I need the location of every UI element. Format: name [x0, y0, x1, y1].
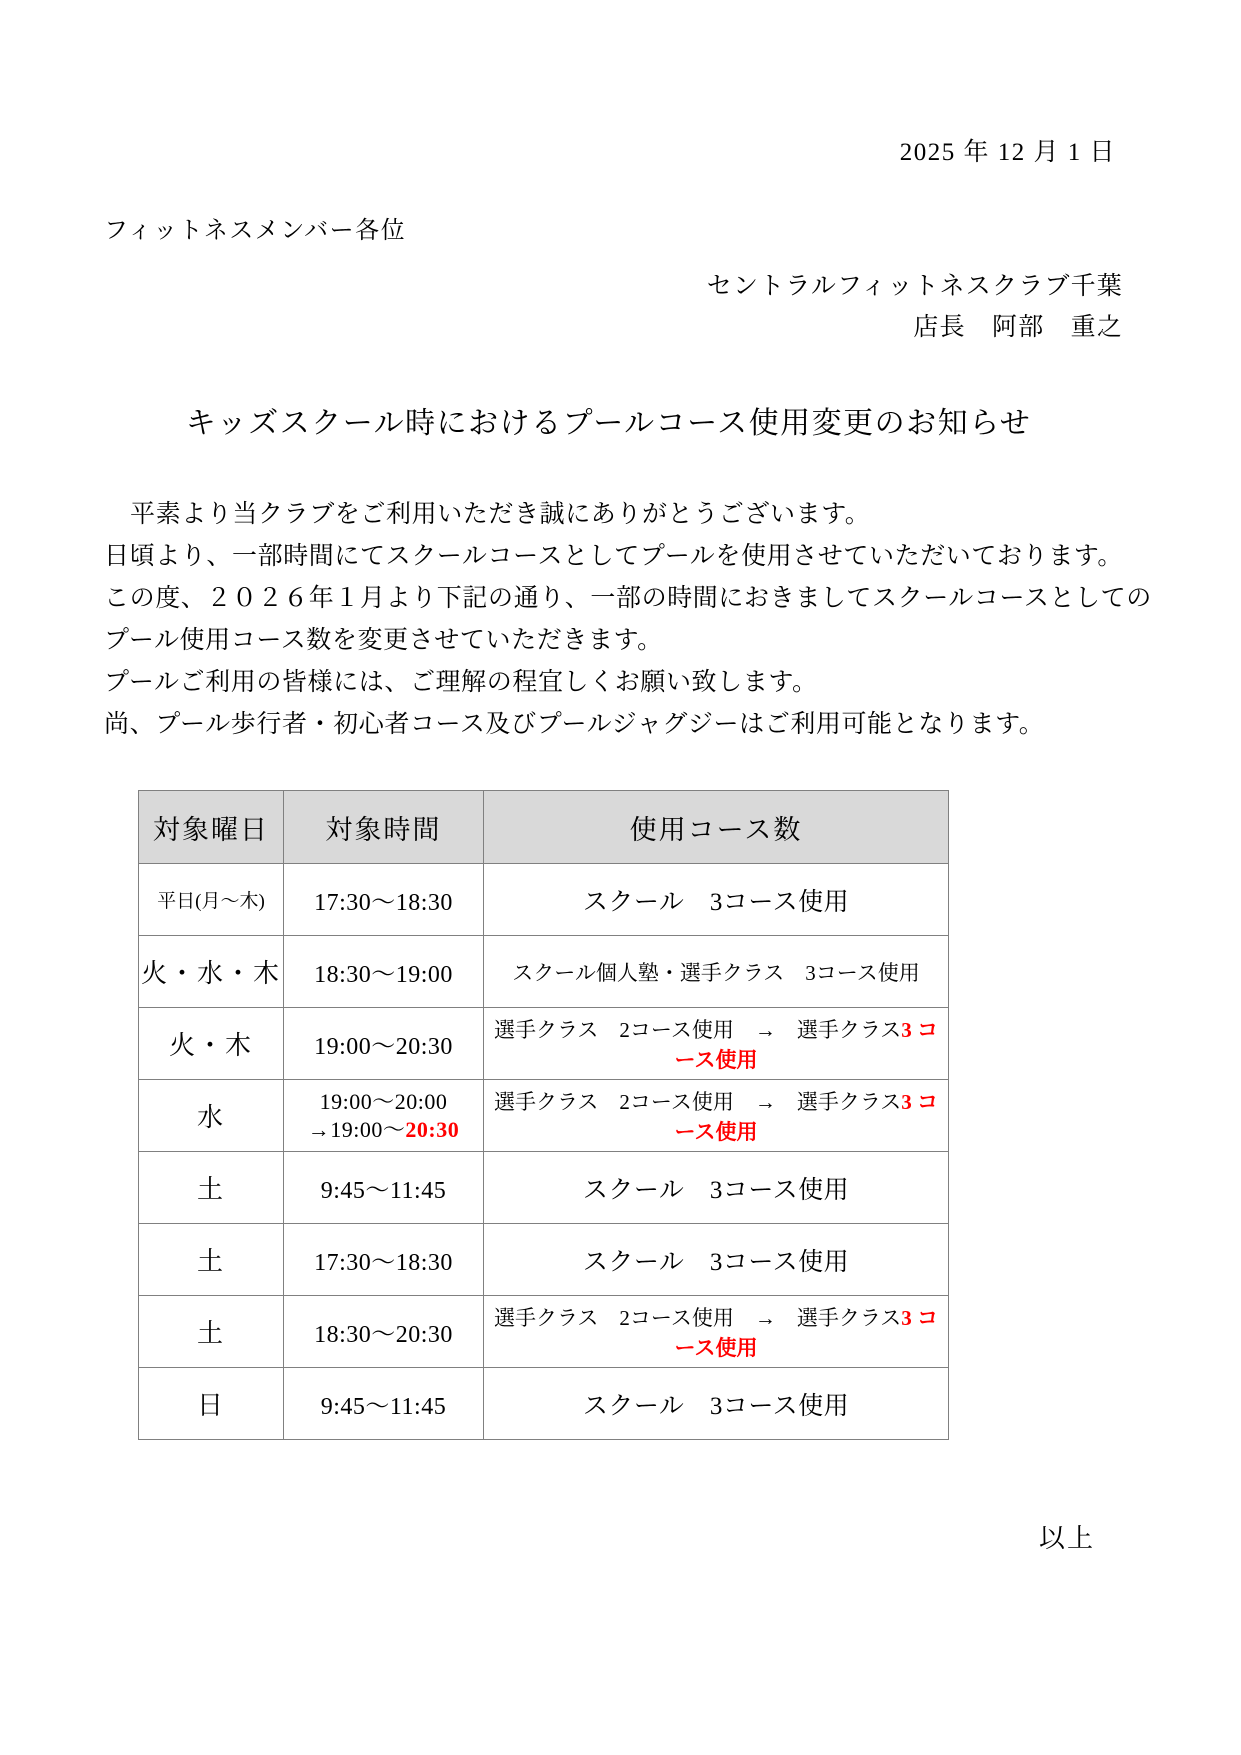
- time-original: 19:00〜20:00: [319, 1089, 448, 1114]
- cell-day: 水: [139, 1080, 284, 1152]
- usage-after-highlight: 3 コース使用: [674, 1017, 938, 1072]
- cell-day: 火・水・木: [139, 936, 284, 1008]
- usage-after-highlight: 3 コース使用: [674, 1089, 938, 1144]
- cell-day: 日: [139, 1368, 284, 1440]
- body-line-3: この度、２０２６年１月より下記の通り、一部の時間におきましてスクールコースとしての: [104, 585, 1152, 612]
- table-row: [139, 1296, 949, 1368]
- cell-time: 9:45〜11:45: [284, 1368, 484, 1440]
- table-row: [139, 1008, 949, 1080]
- table-header: [139, 791, 949, 864]
- cell-usage: [484, 1080, 949, 1152]
- table-header-row: [139, 791, 949, 864]
- body-line-2: 日頃より、一部時間にてスクールコースとしてプールを使用させていただいております。: [104, 543, 1124, 570]
- cell-day: 平日(月〜木): [139, 864, 284, 936]
- usage-before: 選手クラス 2コース使用 → 選手クラス: [494, 1305, 902, 1330]
- column-header-usage: 使用コース数: [484, 791, 949, 864]
- time-updated-highlight: 20:30: [405, 1116, 460, 1142]
- sender-organization: セントラルフィットネスクラブ千葉: [706, 273, 1123, 300]
- cell-day: 土: [139, 1296, 284, 1368]
- cell-time: [284, 1080, 484, 1152]
- schedule-table-container: [100, 790, 1141, 1440]
- cell-time: 17:30〜18:30: [284, 864, 484, 936]
- cell-usage: スクール 3コース使用: [484, 1224, 949, 1296]
- closing-text: 以上: [1038, 1524, 1095, 1553]
- cell-time: 9:45〜11:45: [284, 1152, 484, 1224]
- body-line-6: 尚、プール歩行者・初心者コース及びプールジャグジーはご利用可能となります。: [104, 711, 1045, 738]
- cell-time: 18:30〜19:00: [284, 936, 484, 1008]
- table-row: [139, 864, 949, 936]
- body-line-5: プールご利用の皆様には、ご理解の程宜しくお願い致します。: [104, 669, 818, 696]
- column-header-day: 対象曜日: [139, 791, 284, 864]
- cell-time: 18:30〜20:30: [284, 1296, 484, 1368]
- table-row: [139, 1224, 949, 1296]
- addressee-line: フィットネスメンバー各位: [104, 218, 407, 244]
- cell-usage: [484, 1008, 949, 1080]
- cell-usage: スクール 3コース使用: [484, 864, 949, 936]
- column-header-time: 対象時間: [284, 791, 484, 864]
- body-line-1: 平素より当クラブをご利用いただき誠にありがとうございます。: [130, 501, 871, 528]
- cell-usage: スクール 3コース使用: [484, 1368, 949, 1440]
- body-paragraphs: [100, 494, 1152, 746]
- usage-before: 選手クラス 2コース使用 → 選手クラス: [494, 1017, 902, 1042]
- cell-usage: スクール個人塾・選手クラス 3コース使用: [484, 936, 949, 1008]
- usage-after-highlight: 3 コース使用: [674, 1305, 938, 1360]
- cell-usage: [484, 1296, 949, 1368]
- time-updated: [284, 1116, 483, 1144]
- sender-block: [100, 267, 1141, 348]
- cell-usage: スクール 3コース使用: [484, 1152, 949, 1224]
- table-row: [139, 1368, 949, 1440]
- document-date: 2025 年 12 月 1 日: [899, 139, 1116, 166]
- page-title: キッズスクール時におけるプールコース使用変更のお知らせ: [185, 407, 1032, 440]
- usage-before: 選手クラス 2コース使用 → 選手クラス: [494, 1089, 902, 1114]
- time-updated-prefix: →19:00〜: [307, 1116, 406, 1142]
- table-row: [139, 1080, 949, 1152]
- sender-person: 店長 阿部 重之: [913, 313, 1123, 341]
- cell-day: 土: [139, 1224, 284, 1296]
- table-row: [139, 936, 949, 1008]
- table-body: [139, 864, 949, 1440]
- schedule-table: [138, 790, 949, 1440]
- cell-day: 土: [139, 1152, 284, 1224]
- body-line-4: プール使用コース数を変更させていただきます。: [104, 627, 663, 654]
- table-row: [139, 1152, 949, 1224]
- cell-time: 19:00〜20:30: [284, 1008, 484, 1080]
- cell-day: 火・木: [139, 1008, 284, 1080]
- cell-time: 17:30〜18:30: [284, 1224, 484, 1296]
